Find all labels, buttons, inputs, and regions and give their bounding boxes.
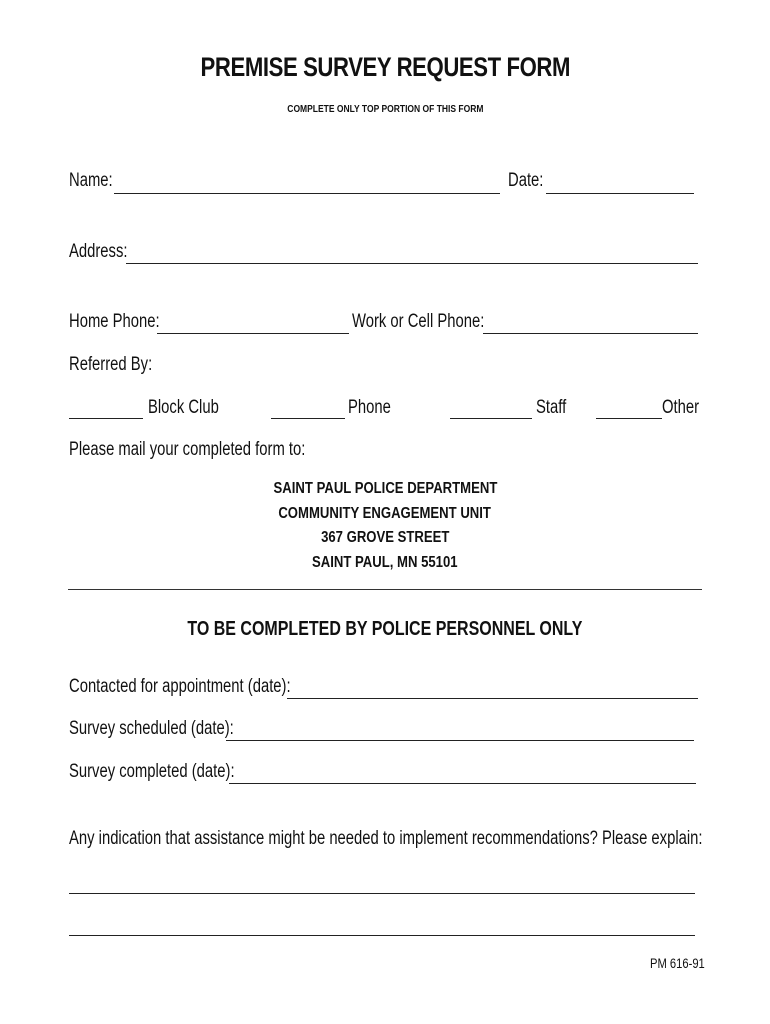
referred-by-label: Referred By: bbox=[69, 354, 153, 375]
scheduled-label: Survey scheduled (date): bbox=[69, 718, 234, 739]
name-field[interactable] bbox=[114, 193, 500, 194]
address-line-street: 367 GROVE STREET bbox=[320, 529, 450, 546]
work-phone-label: Work or Cell Phone: bbox=[352, 311, 485, 332]
contacted-date-field[interactable] bbox=[287, 698, 698, 699]
form-subtitle: COMPLETE ONLY TOP PORTION OF THIS FORM bbox=[286, 104, 484, 115]
form-code: PM 616-91 bbox=[650, 955, 705, 971]
address-line-unit: COMMUNITY ENGAGEMENT UNIT bbox=[278, 505, 492, 522]
completed-date-field[interactable] bbox=[229, 783, 696, 784]
explain-line-1[interactable] bbox=[69, 893, 695, 894]
work-phone-field[interactable] bbox=[483, 333, 698, 334]
referral-option-staff: Staff bbox=[536, 397, 567, 418]
block-club-blank[interactable] bbox=[69, 418, 143, 419]
address-line-city: SAINT PAUL, MN 55101 bbox=[312, 554, 458, 571]
form-title: PREMISE SURVEY REQUEST FORM bbox=[200, 52, 570, 82]
other-blank[interactable] bbox=[596, 418, 662, 419]
referral-option-phone: Phone bbox=[348, 397, 391, 418]
home-phone-label: Home Phone: bbox=[69, 311, 160, 332]
home-phone-field[interactable] bbox=[157, 333, 349, 334]
referral-option-other: Other bbox=[662, 397, 700, 418]
name-label: Name: bbox=[69, 170, 113, 191]
address-line-department: SAINT PAUL POLICE DEPARTMENT bbox=[273, 480, 497, 497]
police-section-heading: TO BE COMPLETED BY POLICE PERSONNEL ONLY bbox=[187, 618, 583, 640]
explain-line-2[interactable] bbox=[69, 935, 695, 936]
phone-blank[interactable] bbox=[271, 418, 345, 419]
referral-option-block-club: Block Club bbox=[148, 397, 219, 418]
staff-blank[interactable] bbox=[450, 418, 532, 419]
completed-label: Survey completed (date): bbox=[69, 761, 235, 782]
date-label: Date: bbox=[508, 170, 544, 191]
scheduled-date-field[interactable] bbox=[226, 740, 694, 741]
assistance-label: Any indication that assistance might be needed to implement recommendations? Please explain: bbox=[69, 828, 703, 849]
date-field[interactable] bbox=[546, 193, 694, 194]
address-label: Address: bbox=[69, 241, 128, 262]
contacted-label: Contacted for appointment (date): bbox=[69, 676, 291, 697]
section-divider bbox=[68, 589, 702, 590]
mail-instruction: Please mail your completed form to: bbox=[69, 439, 306, 460]
address-field[interactable] bbox=[126, 263, 698, 264]
